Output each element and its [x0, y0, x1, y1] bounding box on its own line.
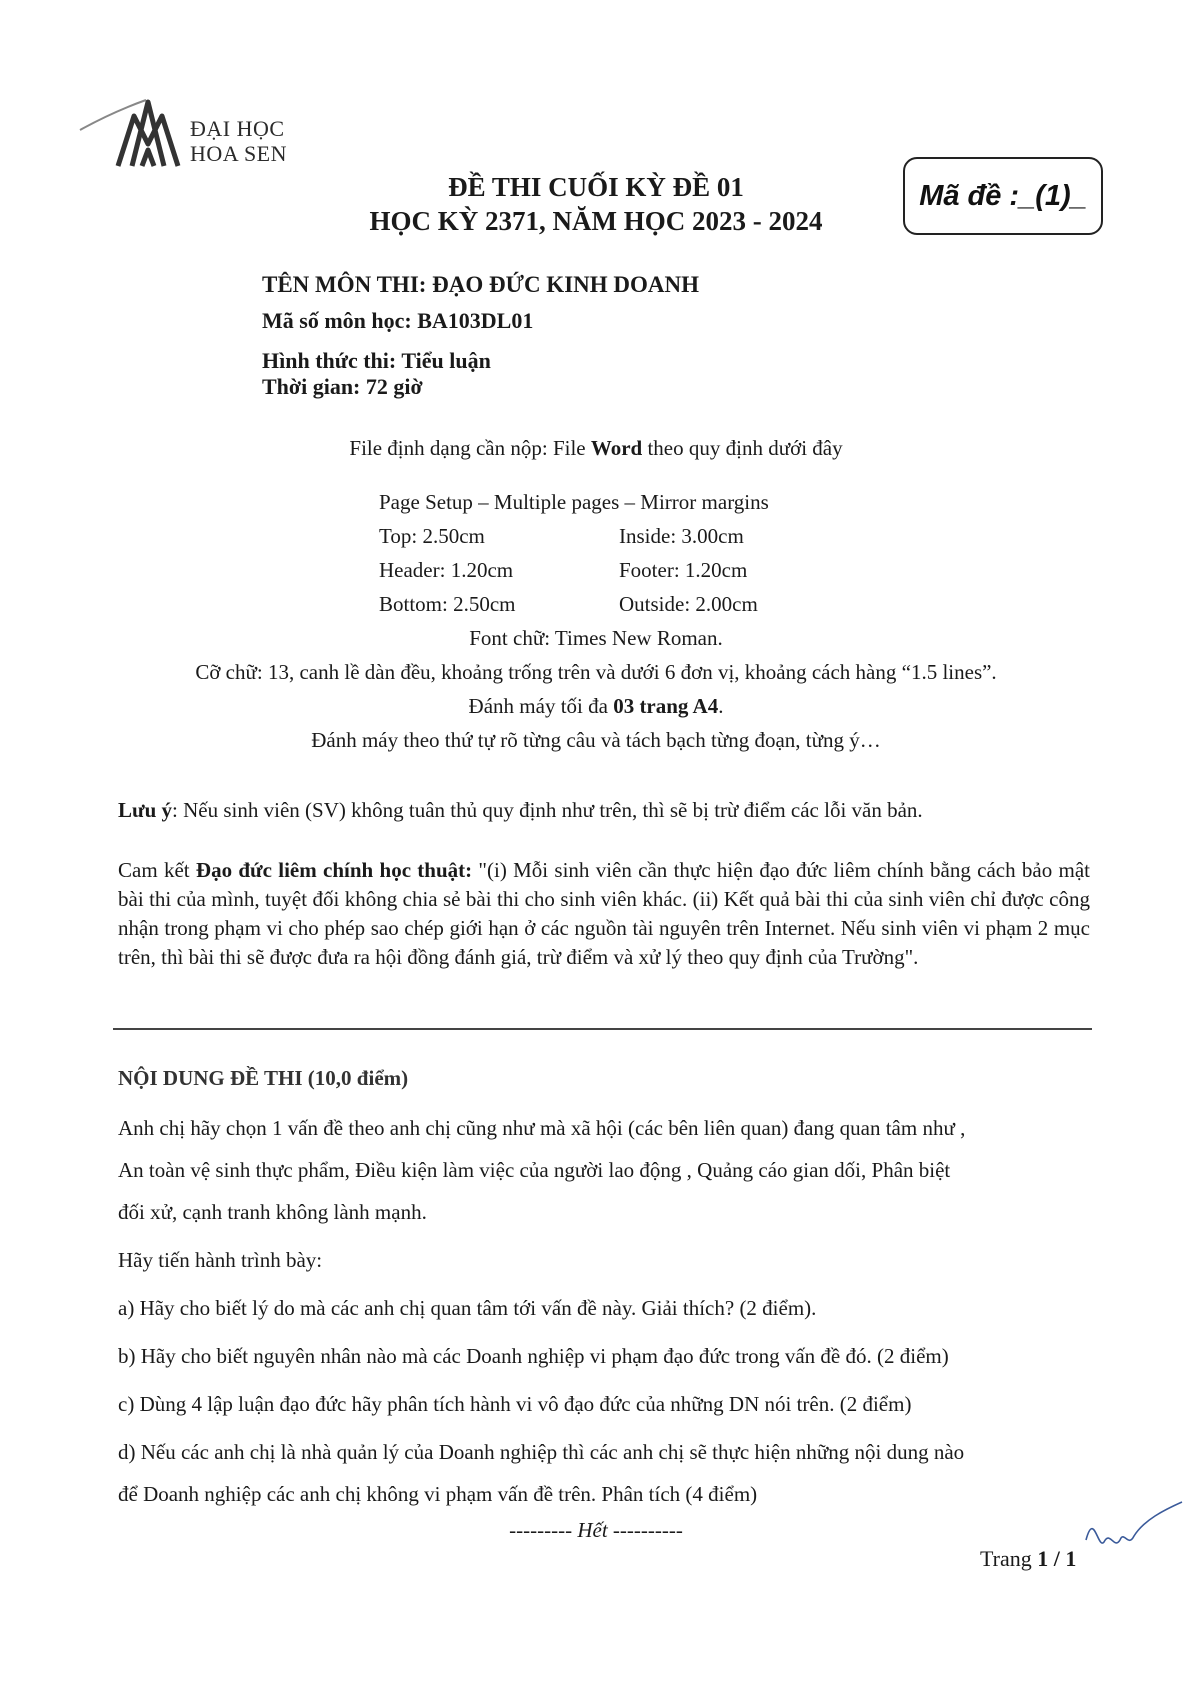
size-rule: Cỡ chữ: 13, canh lề dàn đều, khoảng trống trên và dưới 6 đơn vị, khoảng cách hàng “1.5 lines”. [195, 660, 997, 684]
page-value: 1 / 1 [1037, 1546, 1077, 1571]
margin-header: Header: 1.20cm [379, 558, 514, 582]
exam-title: ĐỀ THI CUỐI KỲ ĐỀ 01 [448, 172, 744, 202]
margin-inside: Inside: 3.00cm [619, 524, 744, 548]
note-paragraph [118, 798, 1090, 823]
subject-name: TÊN MÔN THI: ĐẠO ĐỨC KINH DOANH [262, 272, 700, 297]
exam-code-box: Mã đề :_(1)_ [903, 157, 1103, 235]
page-limit-bold: 03 trang A4 [613, 694, 719, 718]
page-limit-tail: . [718, 694, 724, 718]
divider [113, 1028, 1092, 1030]
logo-wordmark [190, 116, 287, 166]
note-label: Lưu ý [118, 798, 173, 822]
course-code: Mã số môn học: BA103DL01 [262, 308, 534, 333]
page-label: Trang [980, 1546, 1038, 1571]
content-heading: NỘI DUNG ĐỀ THI (10,0 điểm) [118, 1066, 409, 1090]
submission-intro [0, 436, 1192, 461]
commitment-bold: Đạo đức liêm chính học thuật: [195, 858, 473, 882]
content-line-2: An toàn vệ sinh thực phẩm, Điều kiện làm việc của người lao động , Quảng cáo gian dối, Phân biệt [118, 1158, 951, 1182]
content-line-1: Anh chị hãy chọn 1 vấn đề theo anh chị cũng như mà xã hội (các bên liên quan) đang quan tâm như , [118, 1116, 966, 1140]
page-limit-rule [0, 694, 1192, 719]
content-line-3: đối xử, cạnh tranh không lành mạnh. [118, 1200, 427, 1224]
logo-line-2: HOA SEN [190, 141, 288, 166]
commitment-text: "(i) Mỗi sinh viên cần thực hiện đạo đức liêm chính bằng cách bảo mật bài thi của mình, tuyệt đối không chia sẻ bài thi cho sinh viên khác. (ii) Kết quả bài thi của sinh viên chỉ được công nhận trong phạm vi cho phép sao chép giới hạn ở các nguồn tài nguyên trên Internet. Nếu sinh viên vi phạm 2 mục trên, thì bài thi sẽ được đưa ra hội đồng đánh giá, trừ điểm và xử lý theo quy định của Trường". [118, 858, 1090, 969]
submission-intro-tail: theo quy định dưới đây [642, 436, 843, 460]
signature-mark [1084, 1500, 1184, 1570]
submission-intro-text: File định dạng cần nộp: File [349, 436, 591, 460]
end-marker: --------- Hết ---------- [509, 1518, 683, 1542]
page-number [980, 1546, 1076, 1572]
exam-duration: Thời gian: 72 giờ [262, 374, 423, 399]
exam-format: Hình thức thi: Tiểu luận [262, 348, 491, 373]
page-limit-text: Đánh máy tối đa [468, 694, 614, 718]
margin-outside: Outside: 2.00cm [619, 592, 758, 616]
margin-footer: Footer: 1.20cm [619, 558, 748, 582]
content-prompt: Hãy tiến hành trình bày: [118, 1248, 323, 1272]
page-setup-line: Page Setup – Multiple pages – Mirror margins [379, 490, 769, 514]
note-text: : Nếu sinh viên (SV) không tuân thủ quy định như trên, thì sẽ bị trừ điểm các lỗi văn bản. [172, 798, 923, 822]
question-d-line-2: để Doanh nghiệp các anh chị không vi phạm vấn đề trên. Phân tích (4 điểm) [118, 1482, 758, 1506]
question-b: b) Hãy cho biết nguyên nhân nào mà các Doanh nghiệp vi phạm đạo đức trong vấn đề đó. (2 điểm) [118, 1344, 949, 1368]
margin-top: Top: 2.50cm [379, 524, 485, 548]
exam-semester: HỌC KỲ 2371, NĂM HỌC 2023 - 2024 [369, 206, 823, 236]
integrity-commitment [118, 856, 1090, 972]
question-d-line-1: d) Nếu các anh chị là nhà quản lý của Doanh nghiệp thì các anh chị sẽ thực hiện những nội dung nào [118, 1440, 965, 1464]
commitment-prefix: Cam kết [118, 858, 196, 882]
submission-intro-bold: Word [590, 436, 643, 460]
margin-bottom: Bottom: 2.50cm [379, 592, 516, 616]
hoa-sen-logo-icon [112, 94, 184, 170]
question-c: c) Dùng 4 lập luận đạo đức hãy phân tích hành vi vô đạo đức của những DN nói trên. (2 điểm) [118, 1392, 912, 1416]
font-rule: Font chữ: Times New Roman. [469, 626, 723, 650]
logo-line-1: ĐẠI HỌC [190, 116, 285, 141]
order-rule: Đánh máy theo thứ tự rõ từng câu và tách bạch từng đoạn, từng ý… [311, 728, 881, 752]
question-a: a) Hãy cho biết lý do mà các anh chị quan tâm tới vấn đề này. Giải thích? (2 điểm). [118, 1296, 817, 1320]
